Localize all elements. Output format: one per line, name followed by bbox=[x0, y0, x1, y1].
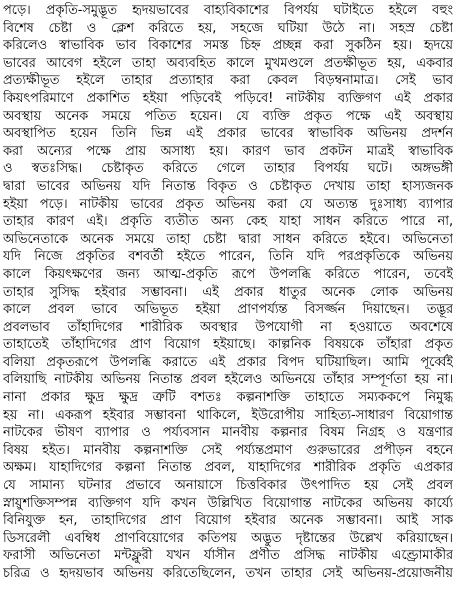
text-line: বিষয় হইত। মানবীয় কল্পনাশক্তি সেই পর্য্যন্তপ্রমাণ গুরুভারের প্রপীড়ন বহনে bbox=[3, 442, 453, 458]
text-line: চরিত্র ও হৃদয়ভাব অভিনয় করিতেছিলেন, তখন তাহার সেই অভিনয়-প্রয়োজনীয় bbox=[3, 566, 453, 581]
text-line: প্রত্যক্ষীভূত হইলে তাহার প্রত্যাহার করা কেবল বিড়ম্বনামাত্র। সেই ভাব bbox=[3, 73, 453, 89]
text-line: ফরাসী অভিনেতা মন্টফ্লুরী যখন র্যাসীন প্রণীত প্রসিদ্ধ নাটকীয় এণ্ড্রোমাকীর bbox=[3, 548, 453, 564]
text-line: অবস্থায় অনেক সময়ে পতিত হয়েন। যে ব্যক্তি প্রকৃত পক্ষে এই অবস্থায় bbox=[3, 108, 453, 124]
text-line: নাটকের ভীষণ ব্যাপার ও পর্য্যবসান মানবীয় কল্পনার বিষম নিগ্রহ ও যন্ত্রণার bbox=[3, 425, 453, 441]
body-text bbox=[3, 2, 453, 583]
text-line: অভিনেতাকে অনেক সময়ে তাহা চেষ্টা দ্বারা সাধন করিতে হইবে। অভিনেতা bbox=[3, 231, 453, 247]
text-line: নানা প্রকার ক্ষুদ্র ক্ষুদ্র ত্রুটি বশতঃ কল্পনাশক্তি তাহাতে সম্যককপে নিমুগ্ধ bbox=[3, 390, 453, 406]
text-line: যে সামান্য ঘটনার প্রভাবে অনায়াসে চিত্তবিকার উৎপাদিত হয় সেই প্রবল bbox=[3, 478, 453, 494]
text-line: করিলেও স্বাভাবিক ভাব বিকাশের সমস্ত চিহ্ন প্রচ্ছন্ন করা সুকঠিন হয়। হৃদয়ে bbox=[3, 38, 453, 54]
text-line: কালে প্রবল ভাবে অভিভূত হইয়া প্রাণপর্য্যন্ত বিসর্জ্জন দিয়াছেন। তদ্ভূর bbox=[3, 302, 453, 318]
text-line: করা অন্যের পক্ষে প্রায় অসাধ্য হয়। কারণ ভাব প্রকটন মাত্রই স্বাভাবিক bbox=[3, 143, 453, 159]
text-line: অবস্থাপিত হয়েন তিনি ভিন্ন এই প্রকার ভাবের স্বাভাবিক অভিনয় প্রদর্শন bbox=[3, 126, 453, 142]
text-line: হয় না। একরূপ হইবার সম্ভাবনা থাকিলে, ইউরোপীয় সাহিত্য-সাধারণ বিয়োগান্ত bbox=[3, 407, 453, 423]
text-line: ও স্বতঃসিদ্ধ। চেষ্টাকৃত করিতে গেলে তাহার বিপর্যয় ঘটে। অঙ্গভঙ্গী bbox=[3, 161, 453, 177]
text-line: কিয়ৎপরিমাণে প্রকাশিত হইয়া পড়িবেই পড়িবে! নাটকীয় ব্যক্তিগণ এই প্রকার bbox=[3, 90, 453, 106]
text-line: তাহার কারণ এই। প্রকৃতি ব্যতীত অন্য কেহ যাহা সাধন করিতে পারে না, bbox=[3, 214, 453, 230]
text-line: অক্ষম। যাহাদিগের কল্পনা নিতান্ত প্রবল, যাহাদিগের শারীরিক প্রকৃতি এপ্রকার bbox=[3, 460, 453, 476]
text-line: পড়ে। প্রকৃতি-সমুদ্ভূত হৃদয়ভাবের বাহ্যবিকাশের বিপর্যয় ঘটাইতে হইলে বহুং bbox=[3, 3, 453, 18]
text-line: তাহার সুসিদ্ধ হইবার সম্ভাবনা। এই প্রকার ধাতুর অনেক লোক অভিনয় bbox=[3, 284, 453, 300]
text-line: বিনিযুক্ত হন, তাহাদিগের প্রাণ বিয়োগ হইবার অনেক সম্ভাবনা। আই সাক bbox=[3, 513, 453, 529]
text-line: স্নায়ুশক্তিসম্পন্ন ব্যক্তিগণ যদি কখন উল্লিখিত বিয়োগান্ত নাটকের অভিনয় কার্য্যে bbox=[3, 495, 453, 511]
text-line: হইয়া পড়ে। নাটকীয় ভাবের প্রকৃত অভিনয় করা যে অত্যন্ত দুঃসাধ্য ব্যাপার bbox=[3, 196, 453, 212]
text-line: ডিসরেলী এবম্বিধ প্রাণবিয়োগের কতিপয় অদ্ভুত দৃষ্টান্তের উল্লেখ করিয়াছেন। bbox=[3, 530, 453, 546]
text-line: প্রবলভাব তাঁহাদিগের শারীরিক অবস্থার উপযোগী না হওয়াতে অবশেষে bbox=[3, 319, 453, 335]
text-line: কালে কিয়ৎক্ষণের জন্য আত্ম-প্রকৃতি রূপে উপলব্ধি করিতে পারেন, তবেই bbox=[3, 266, 453, 282]
text-line: যদি নিজে প্রকৃতির বশবর্তী হইতে পারেন, তিনি যদি পরপ্রকৃতিকে অভিনয় bbox=[3, 249, 453, 265]
text-line: বিশেষ চেষ্টা ও ক্লেশ করিতে হয়, সহজে ঘটিয়া উঠে না। সহস্র চেষ্টা bbox=[3, 20, 453, 36]
text-line: তাহাতেই তাঁহাদিগের প্রাণ বিয়োগ হইয়াছে। কাল্পনিক বিষয়কে তাঁহারা প্রকৃত bbox=[3, 337, 453, 353]
text-line: বলিয়াছি নাটকীয় অভিনয় নিতান্ত প্রবল হইলেও অভিনয়ে তাঁহার সম্পূর্ণতা হয় না। bbox=[3, 372, 453, 388]
text-line: বলিয়া প্রকৃতরূপে উপলব্ধি করাতে এই প্রকার বিপদ ঘটিয়াছিল। আমি পূর্ব্বেই bbox=[3, 354, 453, 370]
text-line: দ্বারা ভাবের অভিনয় যদি নিতান্ত বিকৃত ও চেষ্টাকৃত দেখায় তাহা হাস্যজনক bbox=[3, 178, 453, 194]
text-line: ভাবের আবেগ হইলে তাহা অব্যবহিত কালে মুখমণ্ডলে প্রতক্ষীভূত হয়, একবার bbox=[3, 55, 453, 71]
